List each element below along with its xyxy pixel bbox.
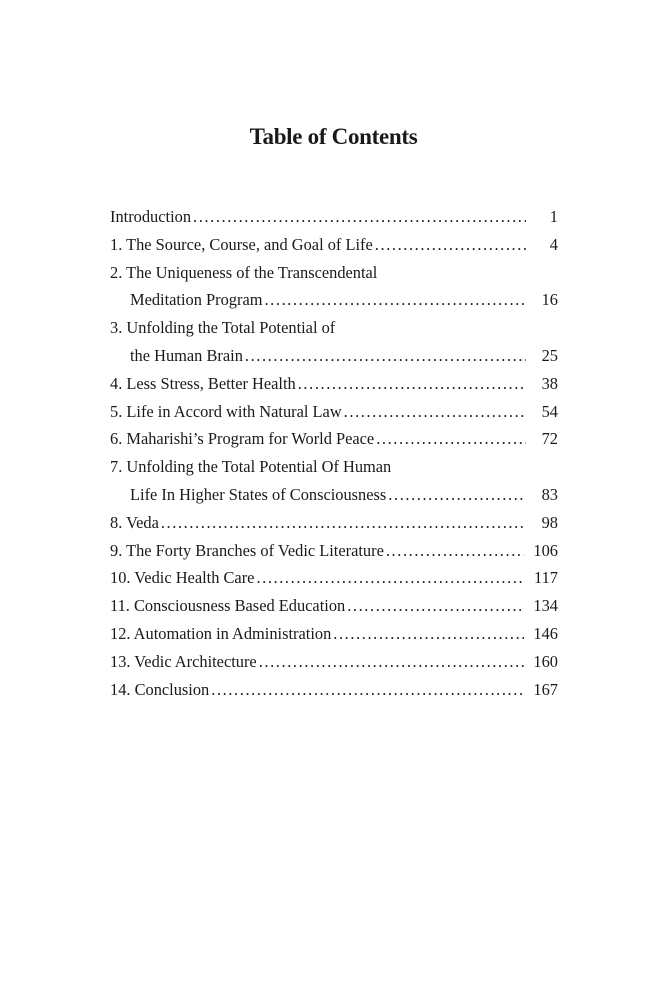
dot-leader (264, 286, 526, 314)
toc-entry-label: 5. Life in Accord with Natural Law (110, 401, 342, 421)
toc-entry-label: 4. Less Stress, Better Health (110, 373, 296, 393)
toc-entry-chapter-7-line-1[interactable] (110, 453, 558, 481)
toc-entry-label: 9. The Forty Branches of Vedic Literature (110, 540, 384, 560)
toc-entry-label: 13. Vedic Architecture (110, 651, 257, 671)
toc-entry-page: 4 (549, 234, 558, 254)
toc-entry-page: 54 (541, 401, 558, 421)
dot-leader (388, 481, 526, 509)
page-title: Table of Contents (249, 124, 418, 149)
dot-leader (161, 509, 526, 537)
toc-entry-chapter-13[interactable] (110, 648, 558, 676)
toc-entry-introduction[interactable] (110, 203, 558, 231)
toc-entry-chapter-3-line-1[interactable] (110, 314, 558, 342)
toc-entry-page: 146 (533, 623, 558, 643)
toc-entry-page: 72 (541, 429, 558, 449)
toc-entry-page: 16 (541, 290, 558, 310)
toc-entry-page: 167 (533, 679, 558, 699)
toc-entry-page: 38 (541, 373, 558, 393)
toc-entry-chapter-14[interactable] (110, 676, 558, 704)
toc-entry-label: 2. The Uniqueness of the Transcendental (110, 262, 378, 282)
toc-entry-chapter-8[interactable] (110, 509, 558, 537)
toc-entry-chapter-1[interactable] (110, 231, 558, 259)
dot-leader (375, 231, 526, 259)
dot-leader (256, 564, 524, 592)
toc-entry-chapter-2-line-2[interactable] (110, 286, 558, 314)
toc-entry-chapter-9[interactable] (110, 537, 558, 565)
toc-entry-chapter-5[interactable] (110, 398, 558, 426)
toc-entry-label: 3. Unfolding the Total Potential of (110, 318, 336, 338)
toc-entry-label: 14. Conclusion (110, 679, 210, 699)
table-of-contents (110, 203, 558, 703)
toc-entry-label: 7. Unfolding the Total Potential Of Human (110, 457, 392, 477)
toc-entry-page: 106 (533, 540, 558, 560)
toc-entry-page: 98 (541, 512, 558, 532)
toc-entry-label: 6. Maharishi’s Program for World Peace (110, 429, 375, 449)
toc-entry-chapter-11[interactable] (110, 592, 558, 620)
toc-entry-chapter-2-line-1[interactable] (110, 259, 558, 287)
dot-leader (211, 676, 524, 704)
toc-entry-chapter-3-line-2[interactable] (110, 342, 558, 370)
dot-leader (259, 648, 524, 676)
dot-leader (386, 537, 524, 565)
dot-leader (245, 342, 526, 370)
toc-entry-page: 25 (541, 345, 558, 365)
toc-entry-label-continued: Meditation Program (130, 290, 263, 310)
toc-entry-page: 117 (534, 568, 558, 588)
dot-leader (298, 370, 526, 398)
toc-entry-label-continued: the Human Brain (130, 345, 243, 365)
toc-entry-page: 160 (533, 651, 558, 671)
toc-entry-chapter-10[interactable] (110, 564, 558, 592)
dot-leader (376, 425, 526, 453)
toc-entry-label: Introduction (110, 207, 192, 226)
toc-entry-chapter-4[interactable] (110, 370, 558, 398)
toc-entry-label: 8. Veda (110, 512, 159, 532)
toc-entry-chapter-7-line-2[interactable] (110, 481, 558, 509)
toc-entry-chapter-6[interactable] (110, 425, 558, 453)
toc-entry-label-continued: Life In Higher States of Consciousness (130, 484, 387, 504)
dot-leader (333, 620, 524, 648)
toc-entry-page: 83 (541, 484, 558, 504)
toc-entry-label: 12. Automation in Administration (110, 623, 332, 643)
toc-entry-label: 10. Vedic Health Care (110, 568, 255, 588)
toc-entry-label: 11. Consciousness Based Education (110, 596, 346, 616)
toc-entry-chapter-12[interactable] (110, 620, 558, 648)
toc-entry-page: 134 (533, 596, 558, 616)
toc-entry-label: 1. The Source, Course, and Goal of Life (110, 234, 373, 254)
dot-leader (347, 592, 524, 620)
dot-leader (344, 398, 526, 426)
toc-entry-page: 1 (549, 207, 558, 226)
dot-leader (193, 203, 526, 231)
